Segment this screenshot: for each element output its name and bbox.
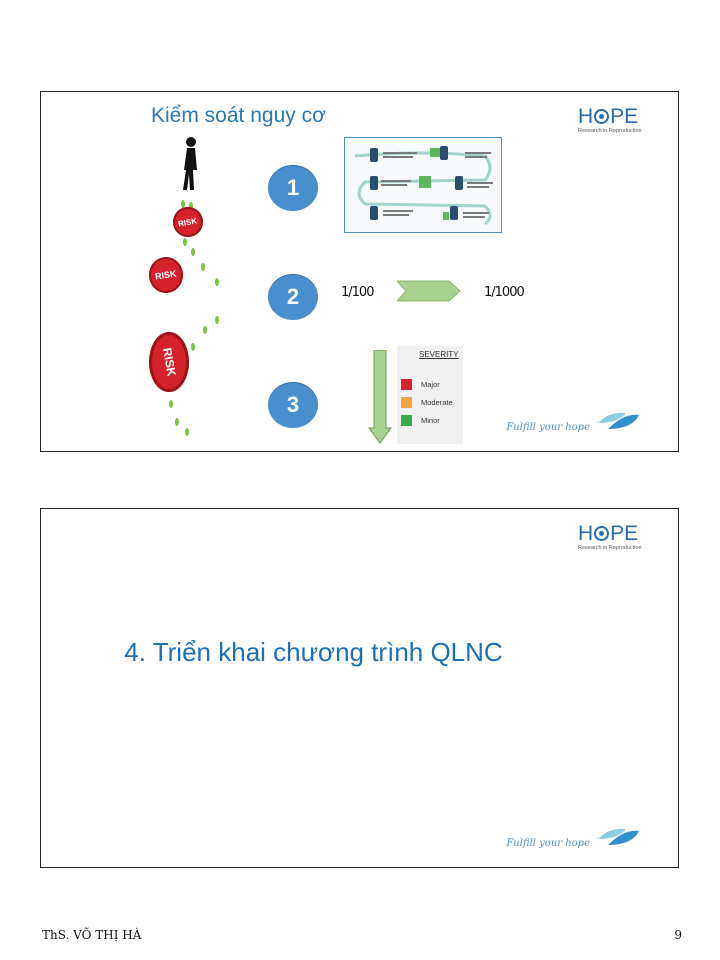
footer-page-number: 9	[674, 928, 682, 942]
logo-text-pe: PE	[610, 522, 639, 545]
leaf-logo-icon	[596, 409, 640, 431]
severity-minor-label: Minor	[421, 416, 440, 425]
workflow-infographic	[344, 137, 502, 233]
minor-color-swatch	[401, 415, 412, 426]
severity-major-label: Major	[421, 380, 440, 389]
section-title: 4. Triển khai chương trình QLNC	[124, 637, 503, 667]
leaf-logo-icon	[596, 825, 640, 847]
ratio-before: 1/100	[341, 285, 374, 300]
hope-logo	[578, 523, 640, 551]
risk-button-large	[149, 332, 189, 392]
risk-button-medium	[149, 257, 183, 293]
logo-text-h: H	[578, 522, 594, 545]
logo-subtitle: Research in Reproduction	[578, 545, 642, 551]
right-arrow-icon	[397, 279, 461, 303]
logo-eye-icon	[594, 526, 609, 541]
risk-label: RISK	[154, 268, 178, 282]
risk-label: RISK	[159, 346, 179, 378]
risk-button-small	[173, 207, 203, 237]
slide-title: Kiểm soát nguy cơ	[151, 104, 326, 127]
logo-text-pe: PE	[610, 105, 639, 128]
logo-subtitle: Research in Reproduction	[578, 128, 642, 134]
slide-section-title	[40, 508, 679, 868]
step-2-circle: 2	[268, 274, 318, 320]
major-color-swatch	[401, 379, 412, 390]
footprints-trail	[169, 200, 221, 436]
tagline: Fulfill your hope	[506, 838, 590, 849]
walking-person-icon	[183, 137, 197, 190]
severity-minor-row	[401, 415, 440, 426]
severity-major-row	[401, 379, 440, 390]
severity-moderate-row	[401, 397, 453, 408]
footer-author: ThS. VÕ THỊ HÀ	[42, 928, 142, 942]
slide-risk-control	[40, 91, 679, 452]
down-arrow-icon	[368, 350, 392, 444]
severity-title: SEVERITY	[419, 350, 459, 359]
workflow-illustration	[345, 138, 500, 231]
logo-eye-icon	[594, 109, 609, 124]
step-1-circle: 1	[268, 165, 318, 211]
hope-logo	[578, 106, 640, 134]
severity-moderate-label: Moderate	[421, 398, 453, 407]
logo-text-h: H	[578, 105, 594, 128]
severity-legend	[397, 346, 463, 444]
risk-label: RISK	[177, 215, 199, 229]
step-3-circle: 3	[268, 382, 318, 428]
tagline: Fulfill your hope	[506, 422, 590, 433]
moderate-color-swatch	[401, 397, 412, 408]
ratio-after: 1/1000	[484, 285, 524, 300]
